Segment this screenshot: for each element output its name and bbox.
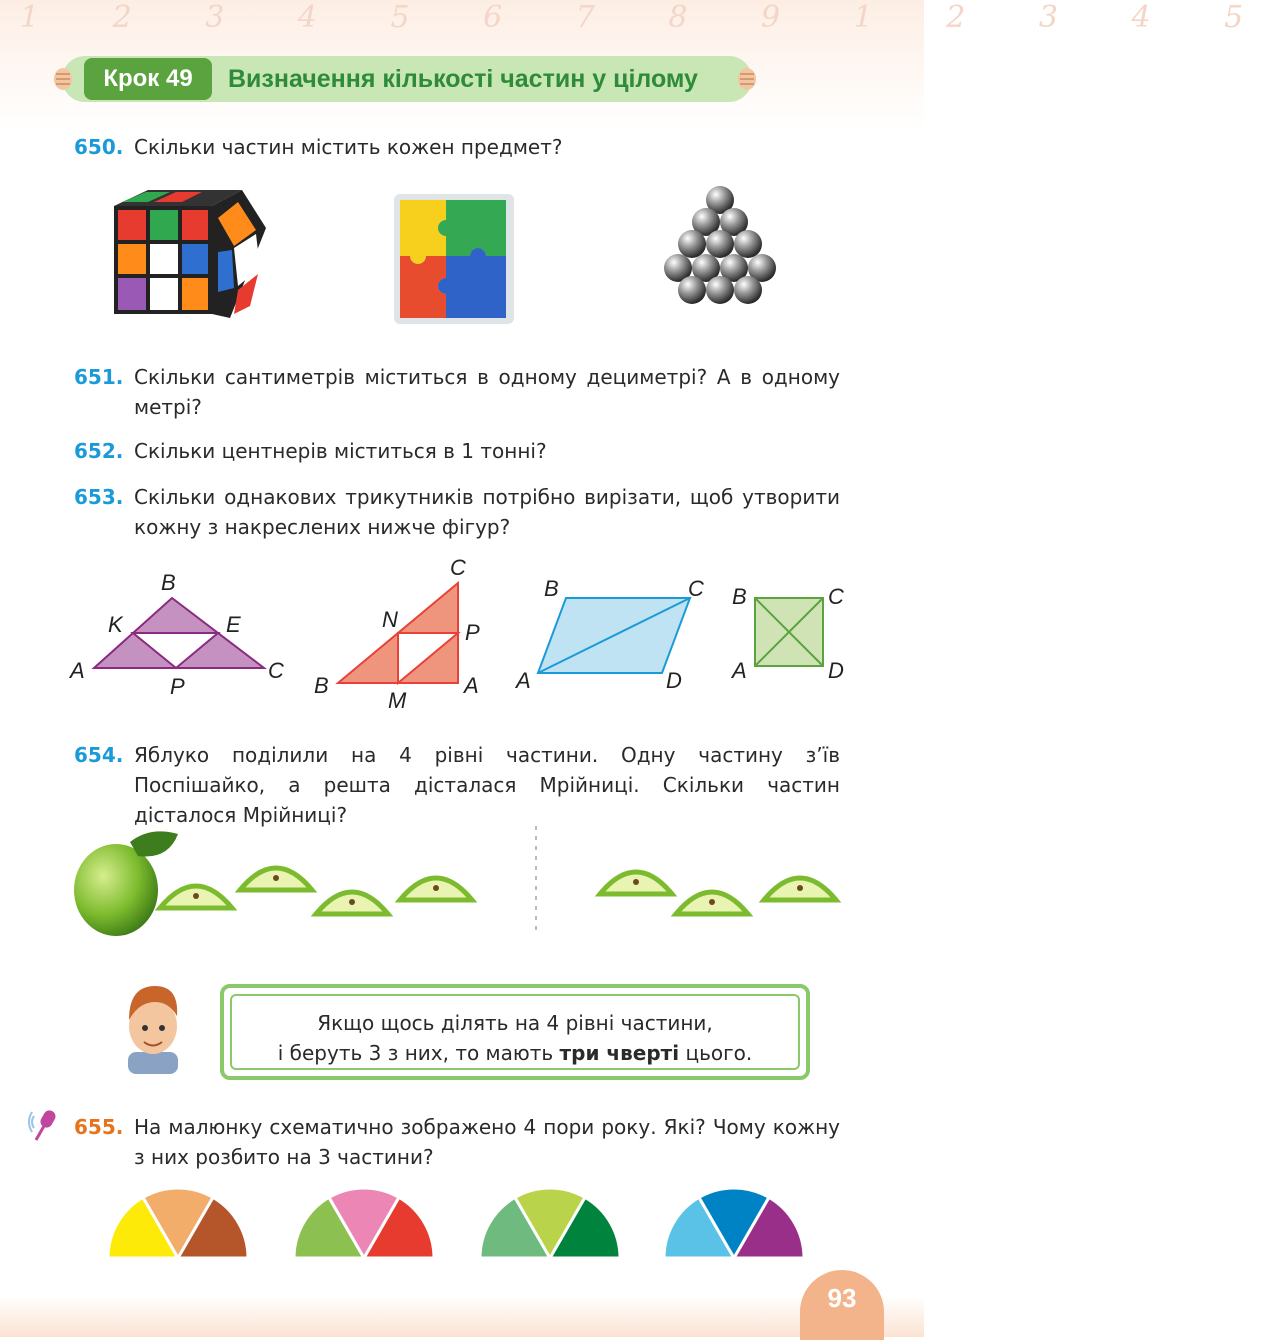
vertex-label: K [108,612,123,637]
task-655 [74,1112,840,1172]
vertex-label: D [828,658,844,683]
rule-note-box [220,984,810,1080]
vertex-label: A [732,658,747,683]
task-number: 653. [74,485,124,509]
task-text: На малюнку схематично зображено 4 пори року. Які? Чому кожну з них розбито на 3 частини? [134,1115,840,1169]
step-badge: Крок 49 [84,58,212,100]
season-semicircle-spring [294,1188,434,1258]
note-bold-term: три чверті [559,1041,680,1065]
task-text: Скільки сантиметрів міститься в одному дециметрі? А в одному метрі? [134,365,840,419]
page-title: Визначення кількості частин у цілому [228,65,698,93]
vertex-label: A [464,673,479,698]
figure-square [755,598,823,666]
figure-parallelogram [538,598,690,673]
whole-apple-image [74,831,178,936]
apple-slices-left [160,868,472,914]
rule-note [230,994,800,1070]
seasons-diagram [0,1180,924,1270]
vertex-label: B [544,576,559,601]
vertex-label: E [226,612,241,637]
vertex-label: B [314,673,329,698]
task-number: 655. [74,1115,124,1139]
note-line-2 [232,1038,798,1068]
microphone-icon [30,1108,60,1144]
season-semicircle-autumn [108,1188,248,1258]
vertex-label: N [382,607,398,632]
task-text: Скільки однакових трикутників потрібно вирізати, щоб утворити кожну з накреслених нижче фігур? [134,485,840,539]
vertex-label: B [161,570,176,595]
task-number: 652. [74,439,124,463]
vertex-label: A [516,668,531,693]
note-text: і беруть 3 з них, то мають [277,1041,560,1065]
vertex-label: B [732,584,747,609]
task-text: Скільки центнерів міститься в 1 тонні? [134,439,547,463]
task-text: Яблуко поділили на 4 рівні частини. Одну частину з’їв Поспішайко, а решта дісталася Мрійниці. Скільки частин дісталося Мрійниці? [134,743,840,827]
vertex-label: C [268,658,284,683]
footer-band [0,1296,924,1337]
figure-right-triangle [338,583,458,683]
season-semicircle-summer [480,1188,620,1258]
page-number: 93 [800,1270,884,1340]
vertex-label: C [688,576,704,601]
vertex-label: A [70,658,85,683]
boy-character-image [118,982,188,1074]
note-text: цього. [679,1041,753,1065]
vertex-label: D [666,668,682,693]
vertex-label: C [828,584,844,609]
vertex-label: C [450,555,466,580]
vertex-label: P [465,620,480,645]
task-number: 651. [74,365,124,389]
task-number: 654. [74,743,124,767]
apple-slices-right [600,872,836,914]
task-text: Скільки частин містить кожен предмет? [134,135,563,159]
season-semicircle-winter [664,1188,804,1258]
header-digit-pattern: 1 2 3 4 5 6 7 8 9 1 2 3 4 5 [20,0,1275,35]
vertex-label: P [170,674,185,699]
task-654 [74,740,840,830]
task-number: 650. [74,135,124,159]
note-line-1: Якщо щось ділять на 4 рівні частини, [317,1011,713,1035]
vertex-label: M [388,688,407,713]
apples-illustration [70,826,850,946]
